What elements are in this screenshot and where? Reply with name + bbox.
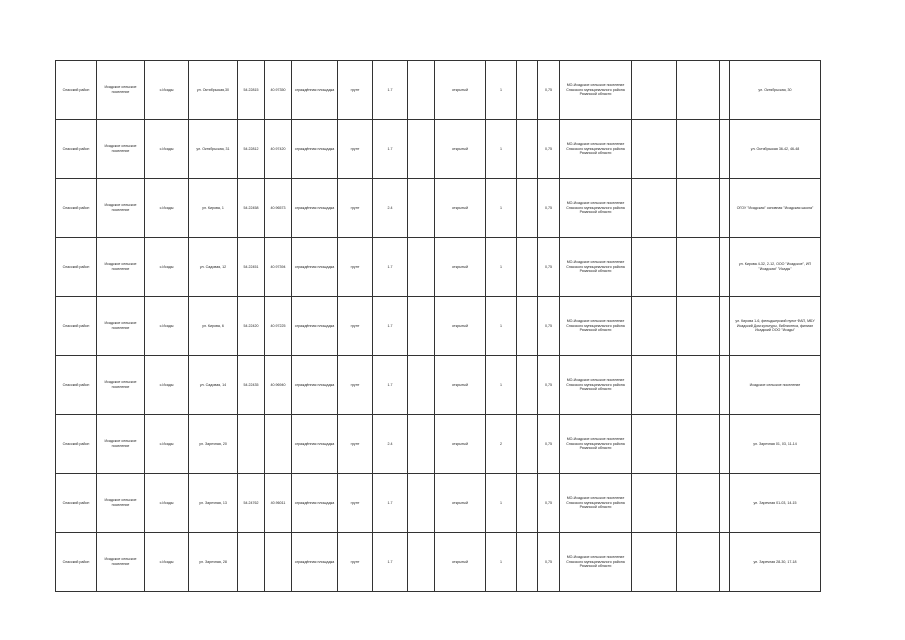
cell-settlement: Исадское сельское поселение: [97, 415, 145, 474]
cell-area: 1.7: [373, 474, 408, 533]
cell-latitude: 54.22451: [238, 238, 265, 297]
cell-address: ул. Заречная, 13: [189, 474, 238, 533]
cell-area: 1.7: [373, 356, 408, 415]
cell-fencing: открытый: [435, 238, 486, 297]
cell-fencing: открытый: [435, 356, 486, 415]
cell-served-addresses: ОГОУ "Исадская" основная "Исадская школа": [730, 179, 821, 238]
cell-owner: МО-Исадское сельское поселение Спасского муниципального района Рязанской области: [560, 61, 632, 120]
cell-extra: [408, 533, 435, 592]
cell-settlement: Исадское сельское поселение: [97, 356, 145, 415]
cell-blank1: [632, 297, 677, 356]
cell-longitude: 40.96011: [265, 474, 292, 533]
cell-area: 1.7: [373, 61, 408, 120]
cell-locality: с.Исады: [145, 474, 189, 533]
cell-volume: 0,75: [538, 179, 560, 238]
cell-site-type: ограждённая площадка: [292, 356, 338, 415]
table-row: [56, 533, 821, 592]
cell-owner: МО-Исадское сельское поселение Спасского муниципального района Рязанской области: [560, 179, 632, 238]
cell-blank2: [677, 415, 720, 474]
cell-volume: 0,75: [538, 120, 560, 179]
cell-owner: МО-Исадское сельское поселение Спасского муниципального района Рязанской области: [560, 238, 632, 297]
cell-blank2: [677, 297, 720, 356]
cell-fencing: открытый: [435, 533, 486, 592]
cell-site-type: ограждённая площадка: [292, 415, 338, 474]
cell-volume: 0,75: [538, 533, 560, 592]
cell-extra2: [517, 61, 538, 120]
cell-settlement: Исадское сельское поселение: [97, 179, 145, 238]
cell-extra2: [517, 356, 538, 415]
cell-blank1: [632, 533, 677, 592]
cell-container-count: 2: [486, 415, 517, 474]
cell-district: Спасский район: [56, 474, 97, 533]
cell-address: ул. Кирова, 6: [189, 297, 238, 356]
cell-blank1: [632, 179, 677, 238]
cell-blank1: [632, 120, 677, 179]
cell-blank2: [677, 120, 720, 179]
cell-area: 1.7: [373, 120, 408, 179]
cell-latitude: 54.22435: [238, 356, 265, 415]
table-row: [56, 356, 821, 415]
cell-locality: с.Исады: [145, 120, 189, 179]
cell-latitude: 54.22815: [238, 61, 265, 120]
cell-site-type: ограждённая площадка: [292, 297, 338, 356]
cell-container-count: 1: [486, 120, 517, 179]
cell-area: 2.4: [373, 415, 408, 474]
cell-settlement: Исадское сельское поселение: [97, 120, 145, 179]
cell-settlement: Исадское сельское поселение: [97, 297, 145, 356]
cell-district: Спасский район: [56, 415, 97, 474]
cell-container-count: 1: [486, 61, 517, 120]
cell-container-count: 1: [486, 179, 517, 238]
cell-blank2: [677, 474, 720, 533]
cell-extra: [408, 297, 435, 356]
cell-served-addresses: ул. Заречная 01-03, 14-15: [730, 474, 821, 533]
container-sites-table: [55, 60, 821, 592]
cell-owner: МО-Исадское сельское поселение Спасского муниципального района Рязанской области: [560, 533, 632, 592]
cell-blank2: [677, 238, 720, 297]
cell-blank3: [720, 238, 730, 297]
cell-locality: с.Исады: [145, 61, 189, 120]
cell-served-addresses: ул. Октябрьская 36-42, 46-48: [730, 120, 821, 179]
cell-latitude: 54.22458: [238, 179, 265, 238]
cell-area: 1.7: [373, 533, 408, 592]
cell-volume: 0,75: [538, 61, 560, 120]
cell-surface: грунт: [338, 356, 373, 415]
cell-surface: грунт: [338, 120, 373, 179]
cell-longitude: [265, 415, 292, 474]
cell-fencing: открытый: [435, 179, 486, 238]
cell-blank1: [632, 238, 677, 297]
cell-address: ул. Октябрьская, 31: [189, 120, 238, 179]
cell-blank3: [720, 120, 730, 179]
cell-site-type: ограждённая площадка: [292, 120, 338, 179]
cell-latitude: 54.22812: [238, 120, 265, 179]
cell-blank1: [632, 356, 677, 415]
cell-district: Спасский район: [56, 61, 97, 120]
cell-blank3: [720, 415, 730, 474]
cell-site-type: ограждённая площадка: [292, 533, 338, 592]
cell-locality: с.Исады: [145, 179, 189, 238]
cell-surface: грунт: [338, 474, 373, 533]
cell-address: ул. Кирова, 1: [189, 179, 238, 238]
cell-served-addresses: ул. Кирова 4-32, 2-12, ООО "Исадское", ИП "Исадская" "Исады": [730, 238, 821, 297]
table-body: [56, 61, 821, 592]
cell-address: ул. Садовая, 12: [189, 238, 238, 297]
cell-surface: грунт: [338, 61, 373, 120]
cell-area: 1.7: [373, 297, 408, 356]
cell-extra2: [517, 238, 538, 297]
cell-settlement: Исадское сельское поселение: [97, 238, 145, 297]
cell-owner: МО-Исадское сельское поселение Спасского муниципального района Рязанской области: [560, 474, 632, 533]
cell-blank1: [632, 61, 677, 120]
cell-district: Спасский район: [56, 356, 97, 415]
cell-locality: с.Исады: [145, 533, 189, 592]
cell-surface: грунт: [338, 415, 373, 474]
cell-blank2: [677, 61, 720, 120]
cell-site-type: ограждённая площадка: [292, 179, 338, 238]
cell-blank3: [720, 533, 730, 592]
cell-served-addresses: ул. Заречная 01, 03, 11-14: [730, 415, 821, 474]
cell-longitude: 40.97394: [265, 238, 292, 297]
cell-extra2: [517, 179, 538, 238]
cell-volume: 0,75: [538, 297, 560, 356]
cell-locality: с.Исады: [145, 297, 189, 356]
table-row: [56, 297, 821, 356]
cell-extra2: [517, 297, 538, 356]
cell-address: ул. Садовая, 14: [189, 356, 238, 415]
cell-district: Спасский район: [56, 297, 97, 356]
table-row: [56, 238, 821, 297]
cell-blank3: [720, 179, 730, 238]
cell-fencing: открытый: [435, 474, 486, 533]
table-row: [56, 179, 821, 238]
cell-container-count: 1: [486, 533, 517, 592]
table-row: [56, 474, 821, 533]
cell-latitude: 54.24762: [238, 474, 265, 533]
cell-served-addresses: ул. Заречная 28-30, 17-18: [730, 533, 821, 592]
cell-longitude: 40.96573: [265, 179, 292, 238]
cell-served-addresses: ул. Октябрьская, 30: [730, 61, 821, 120]
cell-surface: грунт: [338, 238, 373, 297]
cell-extra2: [517, 474, 538, 533]
cell-longitude: [265, 533, 292, 592]
cell-blank3: [720, 474, 730, 533]
cell-district: Спасский район: [56, 238, 97, 297]
cell-site-type: ограждённая площадка: [292, 61, 338, 120]
cell-owner: МО-Исадское сельское поселение Спасского муниципального района Рязанской области: [560, 120, 632, 179]
cell-volume: 0,75: [538, 238, 560, 297]
cell-area: 2.4: [373, 179, 408, 238]
cell-extra2: [517, 415, 538, 474]
cell-volume: 0,75: [538, 474, 560, 533]
cell-fencing: открытый: [435, 297, 486, 356]
cell-longitude: 40.97225: [265, 297, 292, 356]
cell-blank3: [720, 356, 730, 415]
cell-longitude: 40.97350: [265, 61, 292, 120]
cell-locality: с.Исады: [145, 356, 189, 415]
cell-extra: [408, 179, 435, 238]
cell-owner: МО-Исадское сельское поселение Спасского муниципального района Рязанской области: [560, 297, 632, 356]
cell-longitude: 40.96940: [265, 356, 292, 415]
cell-volume: 0,75: [538, 415, 560, 474]
cell-extra: [408, 415, 435, 474]
cell-blank3: [720, 297, 730, 356]
cell-container-count: 1: [486, 238, 517, 297]
table-row: [56, 120, 821, 179]
cell-extra: [408, 356, 435, 415]
cell-served-addresses: Исадское сельское поселение: [730, 356, 821, 415]
cell-container-count: 1: [486, 474, 517, 533]
cell-blank1: [632, 474, 677, 533]
cell-latitude: [238, 533, 265, 592]
cell-blank3: [720, 61, 730, 120]
cell-site-type: ограждённая площадка: [292, 238, 338, 297]
cell-served-addresses: ул. Кирова 1-6, фельдшерский пункт ФАП, МБУ Исадский Дом культуры, библиотека, филиал Исадский ООО "Исады": [730, 297, 821, 356]
cell-fencing: открытый: [435, 415, 486, 474]
cell-container-count: 1: [486, 297, 517, 356]
cell-owner: МО-Исадское сельское поселение Спасского муниципального района Рязанской области: [560, 415, 632, 474]
table-row: [56, 61, 821, 120]
cell-surface: грунт: [338, 297, 373, 356]
table-row: [56, 415, 821, 474]
cell-extra: [408, 474, 435, 533]
cell-latitude: [238, 415, 265, 474]
cell-settlement: Исадское сельское поселение: [97, 474, 145, 533]
cell-blank2: [677, 179, 720, 238]
cell-district: Спасский район: [56, 179, 97, 238]
cell-district: Спасский район: [56, 120, 97, 179]
cell-extra2: [517, 120, 538, 179]
cell-surface: грунт: [338, 179, 373, 238]
cell-blank2: [677, 356, 720, 415]
cell-volume: 0,75: [538, 356, 560, 415]
cell-fencing: открытый: [435, 120, 486, 179]
cell-district: Спасский район: [56, 533, 97, 592]
cell-longitude: 40.97420: [265, 120, 292, 179]
cell-area: 1.7: [373, 238, 408, 297]
cell-address: ул. Заречная, 28: [189, 533, 238, 592]
cell-settlement: Исадское сельское поселение: [97, 61, 145, 120]
cell-locality: с.Исады: [145, 238, 189, 297]
cell-container-count: 1: [486, 356, 517, 415]
cell-address: ул. Октябрьская,30: [189, 61, 238, 120]
cell-surface: грунт: [338, 533, 373, 592]
cell-site-type: ограждённая площадка: [292, 474, 338, 533]
cell-blank2: [677, 533, 720, 592]
cell-address: ул. Заречная, 20: [189, 415, 238, 474]
cell-locality: с.Исады: [145, 415, 189, 474]
cell-extra: [408, 61, 435, 120]
cell-owner: МО-Исадское сельское поселение Спасского муниципального района Рязанской области: [560, 356, 632, 415]
cell-blank1: [632, 415, 677, 474]
cell-settlement: Исадское сельское поселение: [97, 533, 145, 592]
cell-extra2: [517, 533, 538, 592]
cell-latitude: 54.22420: [238, 297, 265, 356]
cell-extra: [408, 238, 435, 297]
cell-fencing: открытый: [435, 61, 486, 120]
cell-extra: [408, 120, 435, 179]
